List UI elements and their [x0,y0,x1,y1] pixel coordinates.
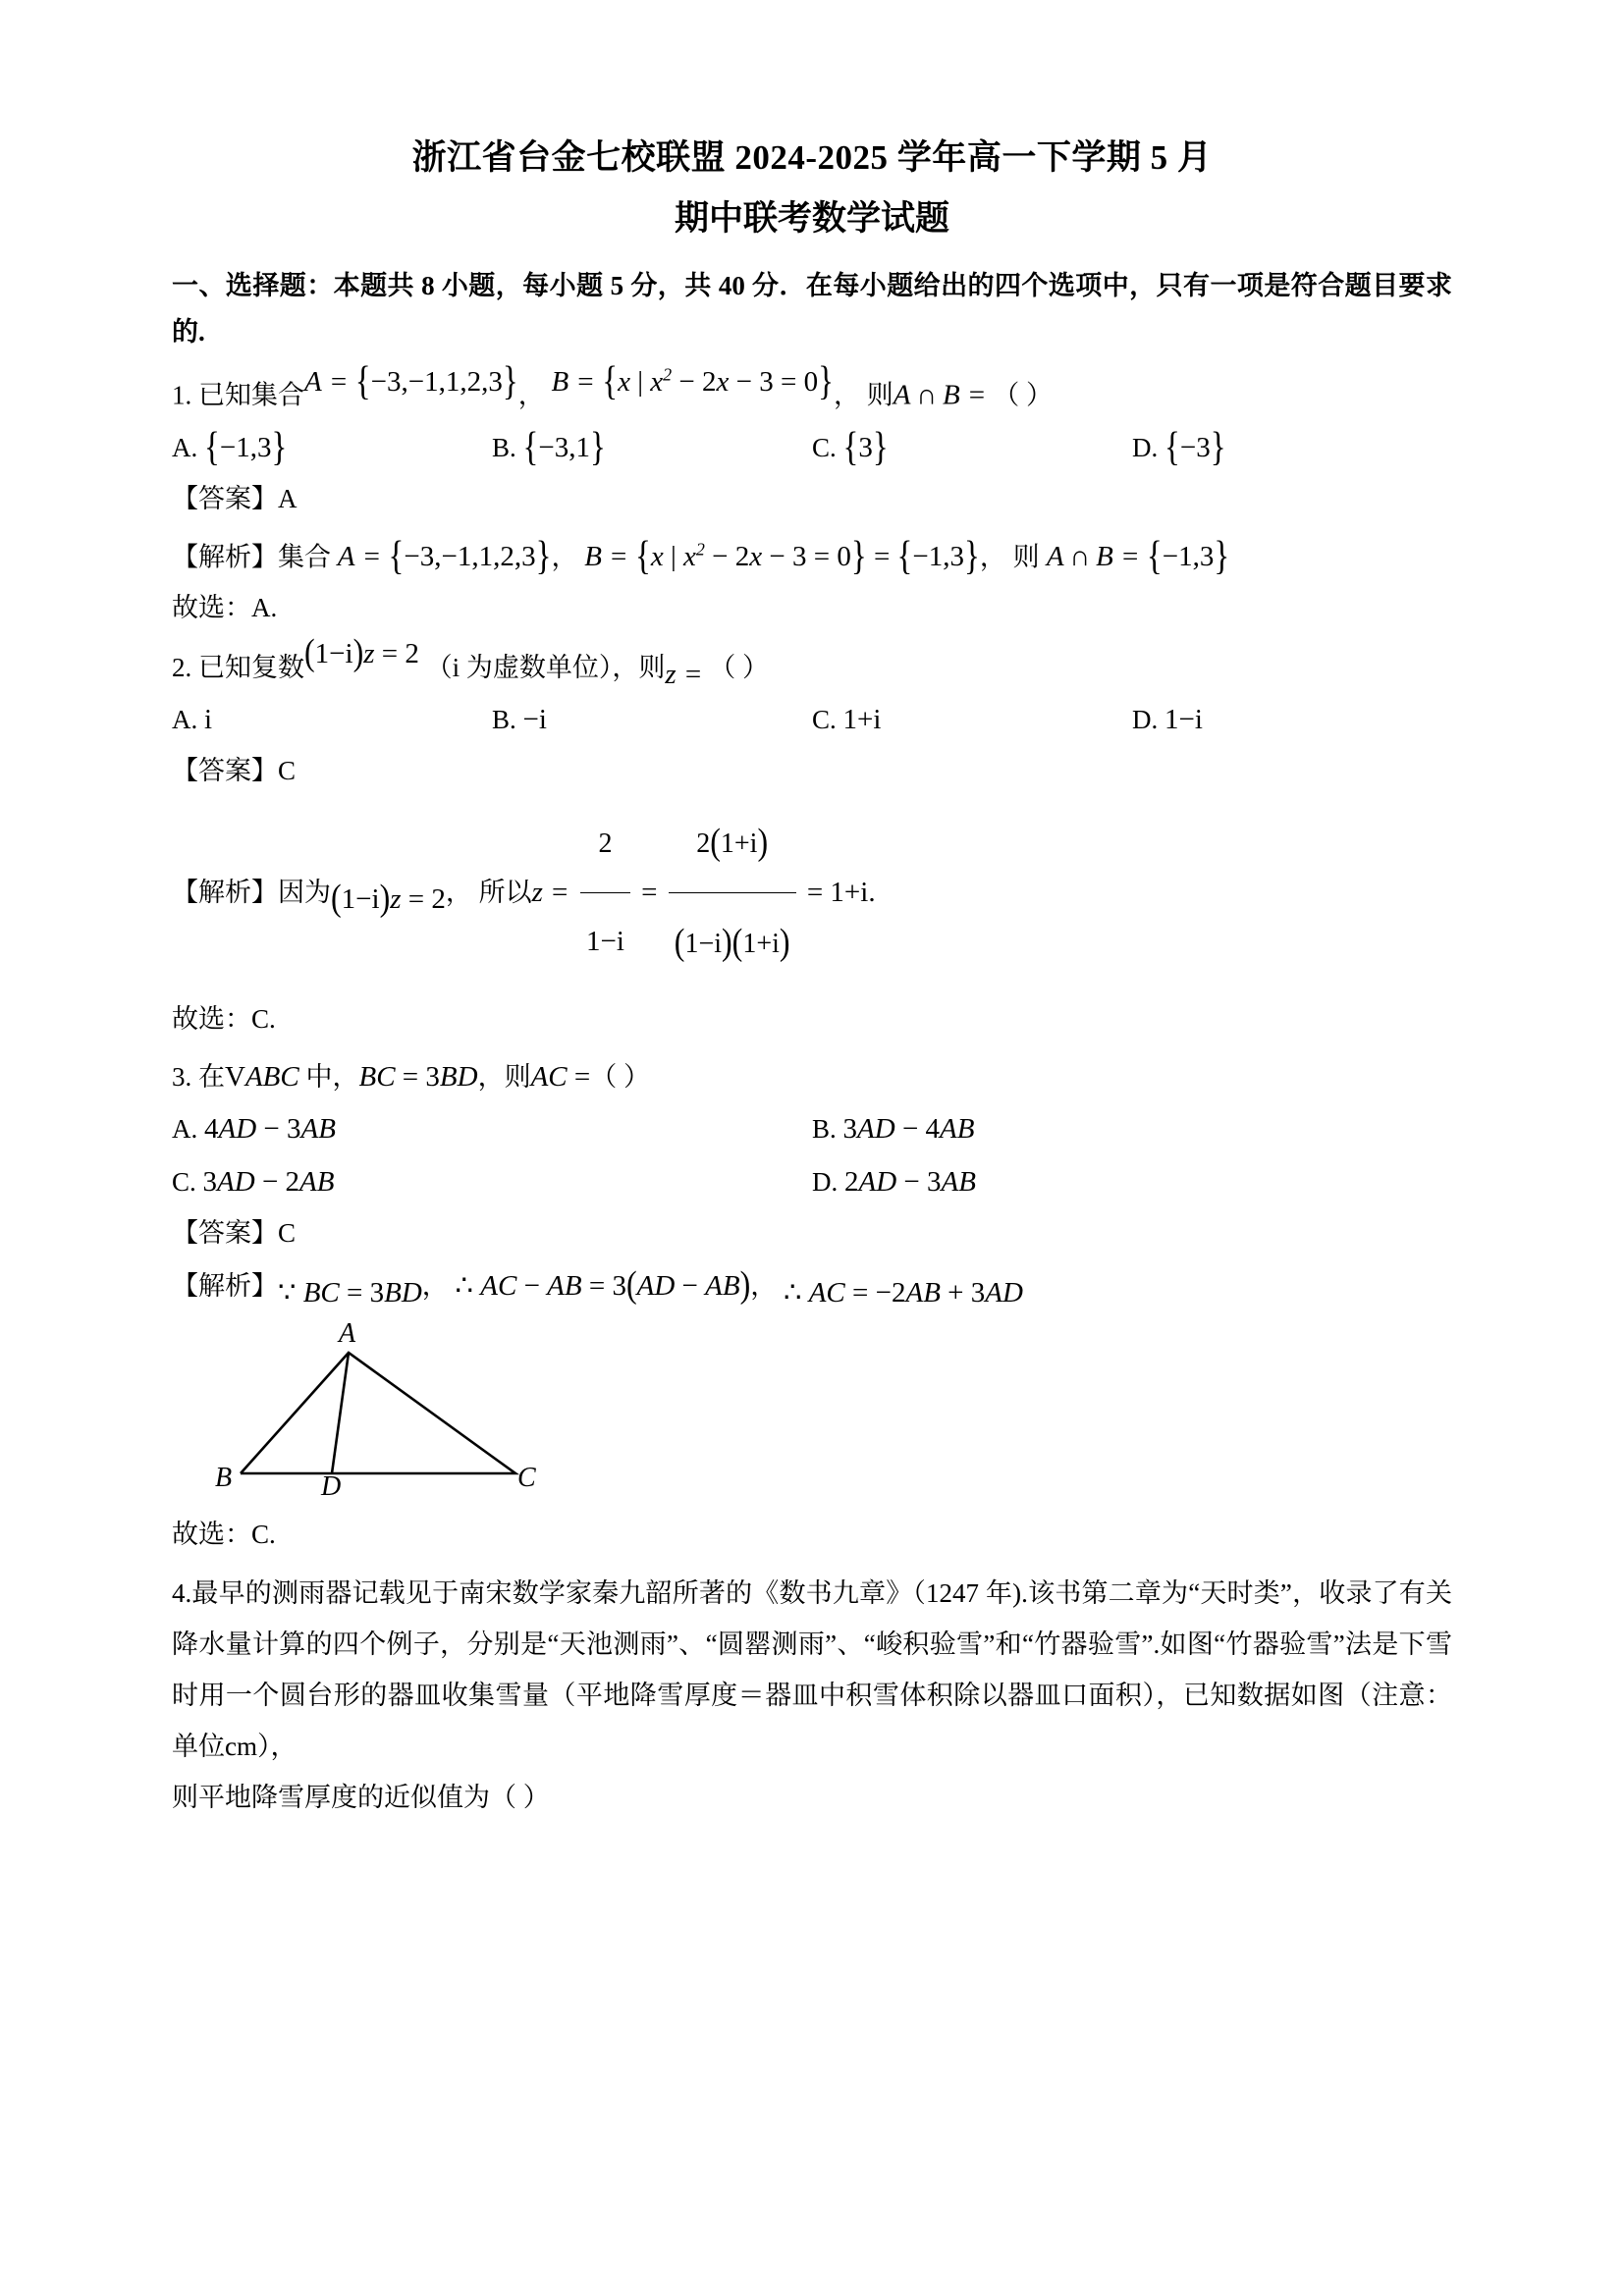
question-2-answer [172,745,1452,796]
section-heading: 一、选择题：本题共 8 小题，每小题 5 分，共 40 分．在每小题给出的四个选项中，只有一项是符合题目要求的. [172,271,1452,347]
question-4-last-line: 则平地降雪厚度的近似值为（ ） [172,1783,550,1813]
question-3-blank: （ ） [590,1062,650,1093]
triangle-label-a: A [339,1318,356,1350]
question-1-option-b[interactable]: B. {−3,1} [492,425,606,470]
question-4-stem [172,1568,1452,1772]
question-3-answer [172,1207,1452,1258]
question-3-solution: 【解析】∵ BC = 3BD， ∴ AC − AB = 3(AD − AB)， ∴ AC = −2AB + 3AD [172,1262,1023,1309]
question-3-then: ，则 [477,1062,531,1093]
page-title-line1: 浙江省台金七校联盟 2024-2025 学年高一下学期 5 月 [411,138,1213,177]
question-1-solution: 【解析】集合 A = {−3,−1,1,2,3}， B = {x | $x^2 - 2x - 3 = 0\} = \{-1,3\}$， 则 A ∩ B = {−1,3} [172,534,1230,579]
question-1-then: 则 [866,380,893,410]
triangle-label-d: D [321,1471,342,1503]
question-1-stem: 1. 已知集合A = {−3,−1,1,2,3}， B = {x | $x^2 - 2x - 3 = 0$}， 则A ∩ B = （ ） [172,359,1053,411]
question-2-blank: （ ） [709,653,770,683]
question-2-options [172,694,1452,745]
question-3-answer-value: C [278,1218,297,1249]
question-3-step3: ∴ AC = −2AB + 3AD [784,1277,1023,1309]
question-2-eq1: (1−i)z = 2 [331,876,446,920]
question-1-ask: A ∩ B = [893,379,987,411]
question-3-mid: 中， [305,1062,359,1093]
question-1-option-a[interactable]: A. {−1,3} [172,425,288,470]
triangle-label-b: B [215,1463,233,1494]
question-4 [172,1568,1452,1823]
question-3-condition: BC = 3BD [358,1061,478,1094]
question-2-answer-value: C [278,756,297,786]
question-4-number: 4. [172,1578,192,1609]
question-2-stem [172,630,1452,692]
question-1-number: 1. [172,380,192,410]
question-1-answer-value: A [278,483,298,513]
question-2-because: 因为 [278,878,331,908]
question-3-option-c[interactable]: C. 3AD − 2AB [172,1166,335,1199]
question-3-options-row1 [172,1103,1452,1154]
question-1-solution-label: 【解析】 [172,542,278,572]
question-2-solution: 【解析】因为(1−i)z = 2， 所以z = $\frac{2}{1-i}$ = $\frac{2(1+i)}{(1-i)(1+i)}$ = 1+i. [172,796,1452,993]
question-3-options-row2 [172,1156,1452,1207]
question-3-stem [172,1052,1452,1101]
question-2-equation: (1−i)z = 2 [304,630,419,673]
question-1-answer-label: 【答案】 [172,483,278,513]
question-4-body-tail: ）， [257,1732,298,1762]
question-3-step2: ∴ AC − AB = 3(AD − AB) [455,1262,751,1306]
question-2-stem-prefix: 已知复数 [198,653,304,683]
triangle-label-c: C [517,1463,536,1494]
question-2-so: 所以 [478,878,532,908]
question-2-option-a[interactable]: A. i [172,704,213,736]
triangle-figure [231,1321,565,1503]
question-1-stem-prefix: 已知集合 [198,380,304,410]
question-1-options [172,422,1452,473]
question-2-ask: z = [665,659,703,691]
question-3-option-d[interactable]: D. 2AD − 3AB [812,1166,976,1199]
question-2-option-b[interactable]: B. −i [492,704,547,736]
question-3-answer-label: 【答案】 [172,1218,278,1249]
question-2-then: 则 [638,653,666,683]
question-1 [172,359,1452,633]
question-1-option-c[interactable]: C. {3} [812,425,889,470]
question-2-number: 2. [172,653,192,683]
question-2-solution-label: 【解析】 [172,878,278,908]
question-2-answer-label: 【答案】 [172,756,278,786]
question-2-conclusion: 故选：C. [172,1004,276,1035]
question-3-stem-prefix: 在 [198,1062,225,1093]
question-3-step1: ∵ BC = 3BD [278,1277,422,1309]
page-title-line2: 期中联考数学试题 [674,199,949,238]
question-3-option-a[interactable]: A. 4AD − 3AB [172,1113,336,1146]
question-3-ask: AC = [530,1061,591,1094]
question-3-triangle-symbol: VABC [225,1061,299,1094]
question-2-note: （i 为虚数单位）， [425,653,639,683]
question-3 [172,1052,1452,1560]
question-2-result: z = $\frac{2}{1-i}$ = $\frac{2(1+i)}{(1-i)(1+i)}$ = 1+i. [532,877,876,908]
question-3-diagram [215,1318,565,1503]
question-1-answer [172,473,1452,524]
question-2-option-c[interactable]: C. 1+i [812,704,882,736]
question-2 [172,630,1452,1044]
question-3-conclusion: 故选：C. [172,1520,276,1550]
question-3-option-b[interactable]: B. 3AD − 4AB [812,1113,975,1146]
question-1-option-d[interactable]: D. {−3} [1132,425,1226,470]
question-4-unit: cm [225,1732,257,1762]
question-1-set-b: B = {x | $x^2 - 2x - 3 = 0$} [551,359,834,404]
question-3-solution-label: 【解析】 [172,1271,278,1302]
question-2-option-d[interactable]: D. 1−i [1132,704,1203,736]
question-1-set-a: A = {−3,−1,1,2,3} [304,359,518,404]
question-1-conclusion: 故选：A. [172,593,278,623]
question-1-blank: （ ） [993,380,1053,410]
question-4-body: 最早的测雨器记载见于南宋数学家秦九韶所著的《数书九章》（1247 年).该书第二章为“天时类”，收录了有关降水量计算的四个例子，分别是“天池测雨”、“圆罂测雨”、“峻积验雪”和“竹器验雪”.如图“竹器验雪”法是下雪时用一个圆台形的器皿收集雪量（平地降雪厚度＝器皿中积雪体积除以器皿口面积），已知数据如图（注意：单位 [172,1578,1452,1762]
question-3-number: 3. [172,1062,192,1093]
